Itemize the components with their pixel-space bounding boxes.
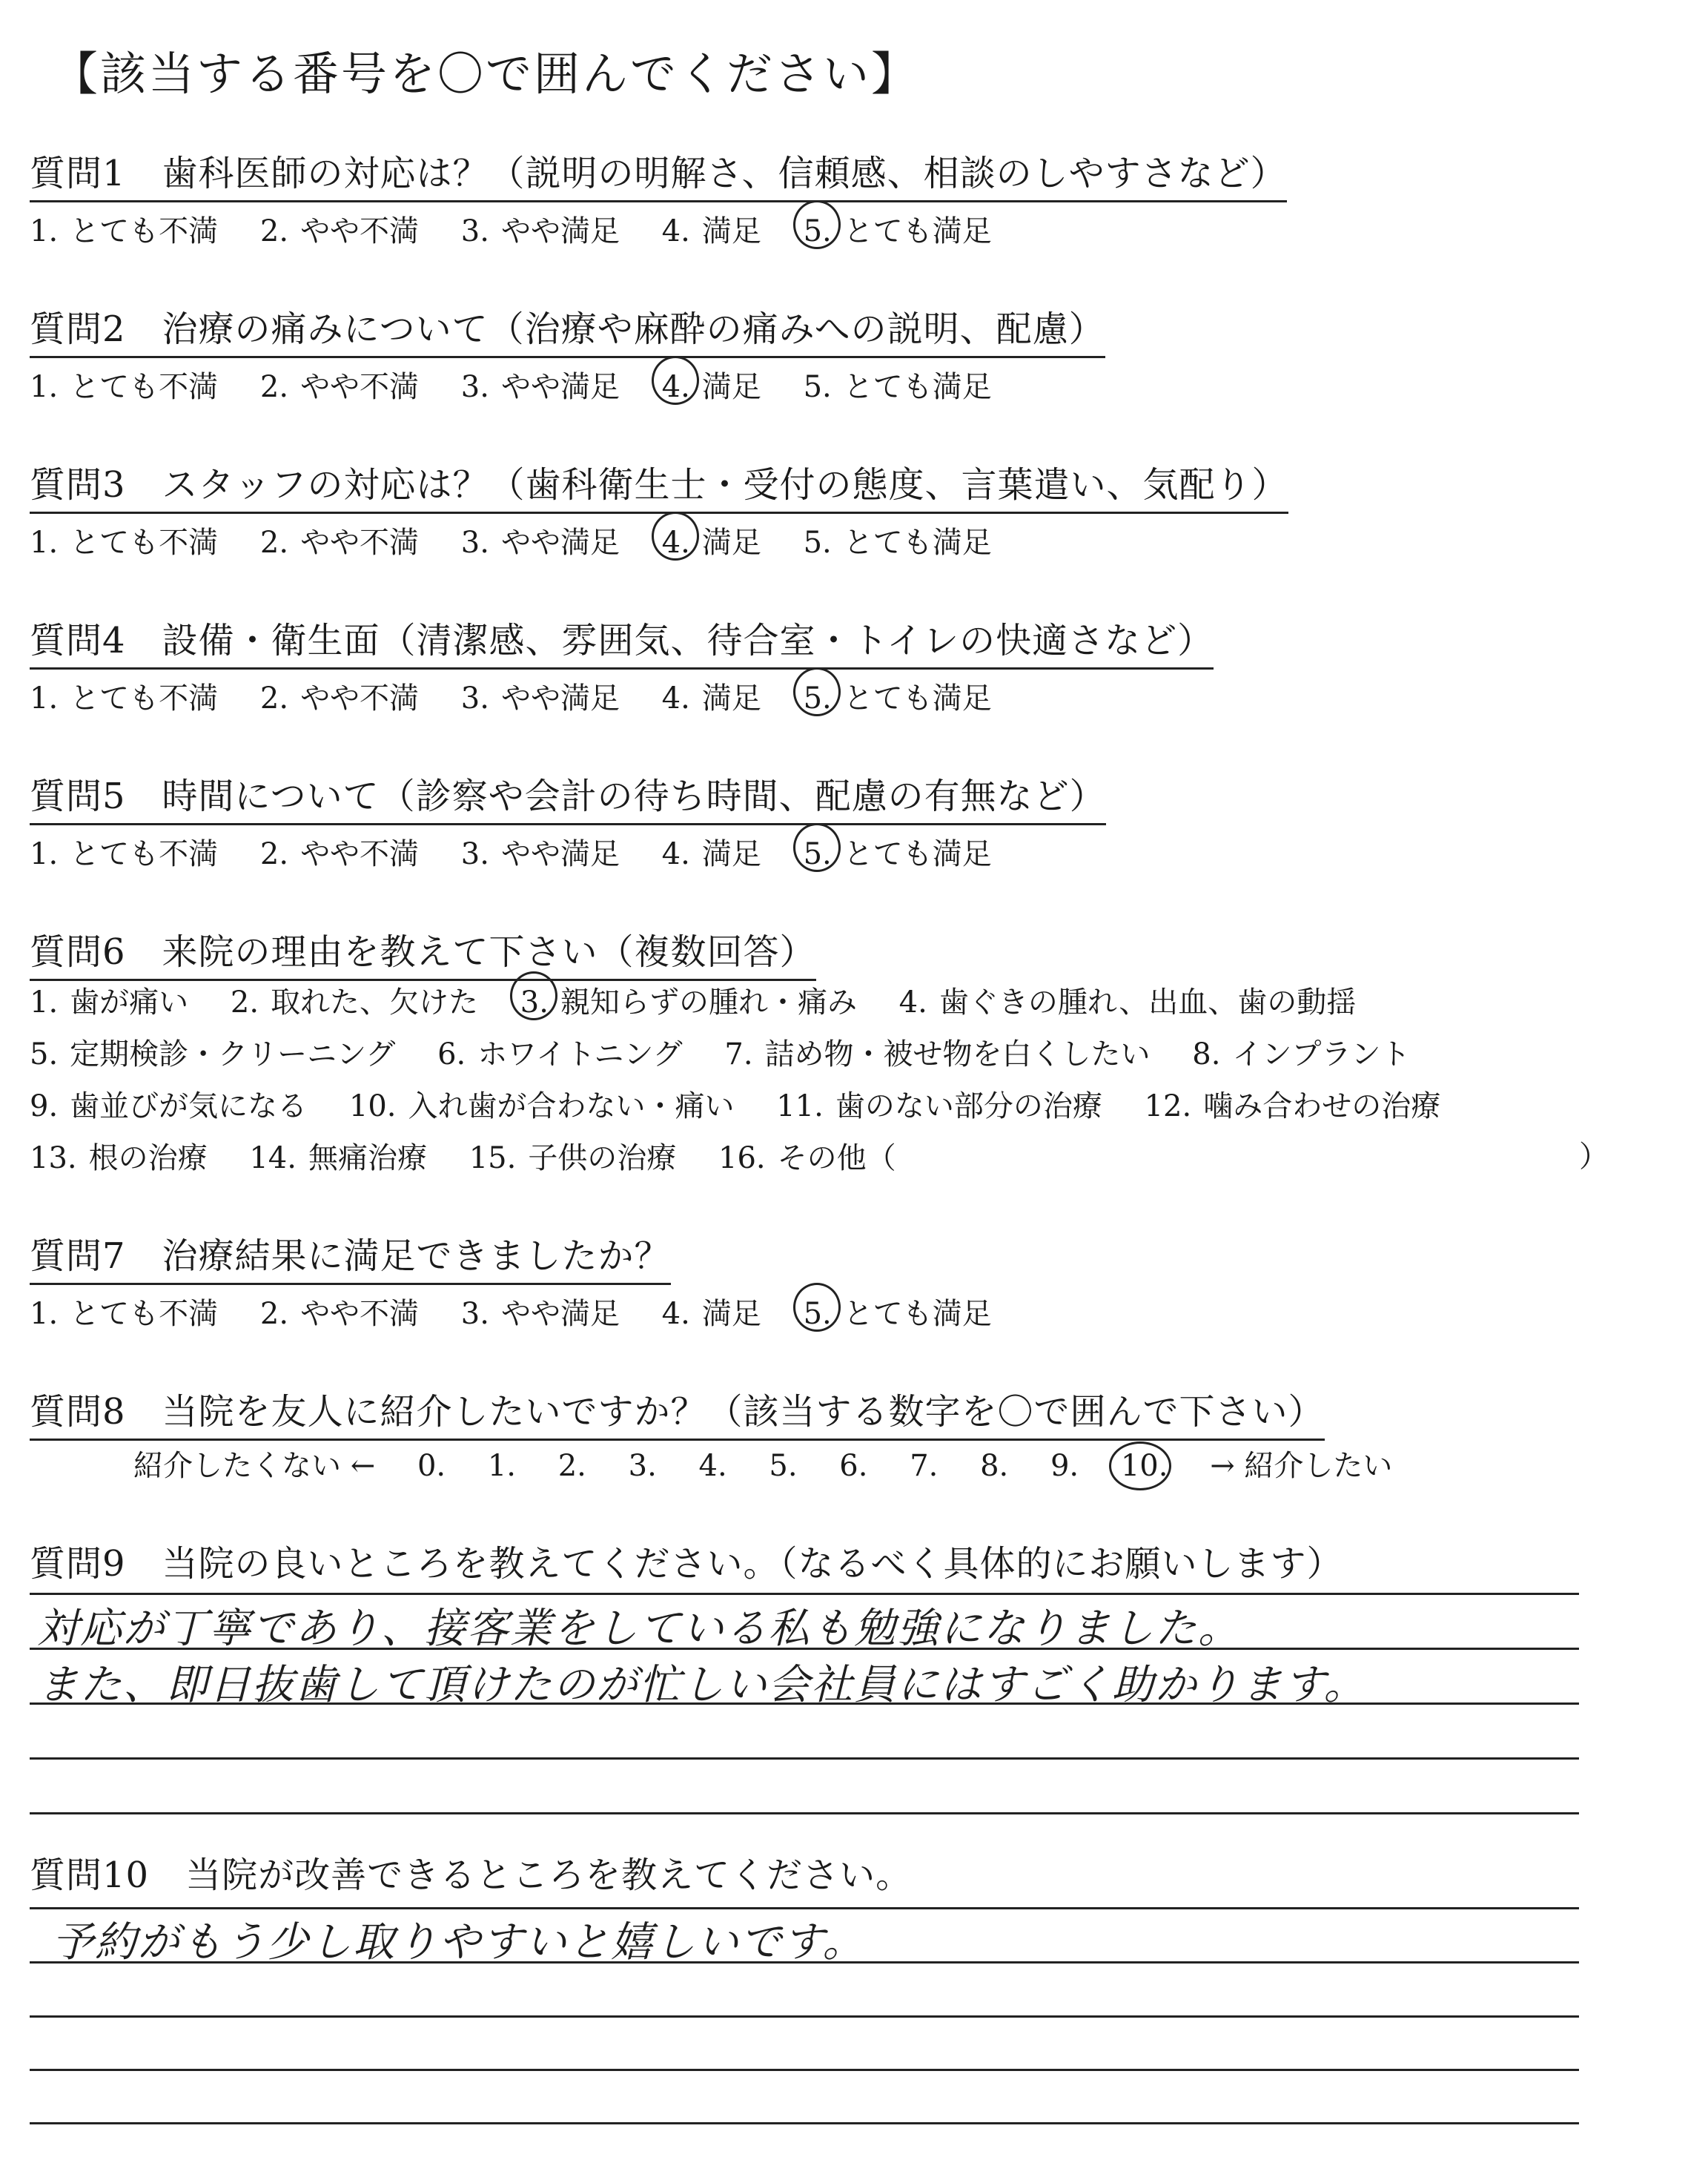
q3-option-4[interactable]: 4. 満足 [662, 519, 761, 561]
q6-option-3[interactable]: 3. 親知らずの腫れ・痛み [520, 979, 857, 1021]
q8-option-10[interactable]: 10. [1121, 1449, 1168, 1483]
q7-option-1[interactable]: 1. とても不満 [30, 1297, 219, 1331]
q1-option-5[interactable]: 5. とても満足 [804, 208, 992, 250]
question-7-title: 質問7 治療結果に満足できましたか？ [30, 1227, 671, 1285]
question-10-title: 質問10 当院が改善できるところを教えてください。 [30, 1855, 913, 1896]
answer-line [30, 2122, 1579, 2124]
selection-circle [652, 356, 699, 405]
q10-answer-line-1[interactable]: 予約がもう少し取りやすいと嬉しいです。 [52, 1918, 866, 1966]
q6-other-close-paren: ） [1579, 1140, 1609, 1174]
q8-option-8[interactable]: 8. [980, 1449, 1009, 1483]
question-1-title: 質問1 歯科医師の対応は？（説明の明解さ、信頼感、相談のしやすさなど） [30, 145, 1287, 202]
selection-circle [793, 1283, 841, 1332]
q6-option-9[interactable]: 9. 歯並びが気になる [30, 1089, 308, 1123]
q6-option-12[interactable]: 12. 噛み合わせの治療 [1144, 1089, 1441, 1123]
q5-option-4[interactable]: 4. 満足 [661, 837, 761, 871]
answer-line [30, 1702, 1579, 1705]
question-6-row-3 [30, 1083, 1473, 1125]
q2-option-4[interactable]: 4. 満足 [662, 363, 761, 406]
question-5-options [30, 830, 1025, 873]
q6-option-16[interactable]: 16. その他（ [718, 1141, 896, 1175]
question-6-row-4 [30, 1135, 929, 1177]
q1-option-4[interactable]: 4. 満足 [661, 214, 761, 248]
q2-option-5[interactable]: 5. とても満足 [803, 370, 992, 404]
q8-right-label: → 紹介したい [1210, 1449, 1393, 1483]
q2-option-3[interactable]: 3. やや満足 [460, 370, 620, 404]
q6-option-6[interactable]: 6. ホワイトニング [437, 1037, 683, 1071]
q4-option-4[interactable]: 4. 満足 [661, 681, 761, 716]
q8-option-3[interactable]: 3. [628, 1449, 657, 1483]
q4-option-1[interactable]: 1. とても不満 [30, 681, 219, 716]
question-2-title: 質問2 治療の痛みについて（治療や麻酔の痛みへの説明、配慮） [30, 300, 1105, 358]
q4-option-5[interactable]: 5. とても満足 [804, 675, 992, 717]
q9-answer-line-2[interactable]: また、即日抜歯して頂けたのが忙しい会社員にはすごく助かります。 [37, 1661, 1367, 1709]
q1-option-1[interactable]: 1. とても不満 [30, 214, 219, 248]
q6-option-7[interactable]: 7. 詰め物・被せ物を白くしたい [724, 1037, 1151, 1071]
q5-option-2[interactable]: 2. やや不満 [259, 837, 420, 871]
q6-option-13[interactable]: 13. 根の治療 [30, 1141, 208, 1175]
q5-option-3[interactable]: 3. やや満足 [460, 837, 620, 871]
answer-line [30, 1648, 1579, 1650]
q3-option-5[interactable]: 5. とても満足 [803, 526, 992, 560]
q8-option-4[interactable]: 4. [698, 1449, 727, 1483]
q6-option-2[interactable]: 2. 取れた、欠けた [230, 985, 479, 1020]
q7-option-5[interactable]: 5. とても満足 [804, 1290, 992, 1332]
q2-option-1[interactable]: 1. とても不満 [30, 370, 219, 404]
q6-option-5[interactable]: 5. 定期検診・クリーニング [30, 1037, 396, 1071]
question-5-title: 質問5 時間について（診察や会計の待ち時間、配慮の有無など） [30, 767, 1106, 825]
selection-circle [793, 667, 841, 716]
q8-option-7[interactable]: 7. [910, 1449, 939, 1483]
answer-line [30, 1757, 1579, 1760]
selection-circle [793, 200, 841, 249]
q7-option-2[interactable]: 2. やや不満 [259, 1297, 420, 1331]
q8-option-0[interactable]: 0. [417, 1449, 446, 1483]
selection-circle [793, 823, 841, 872]
answer-line [30, 1961, 1579, 1964]
question-6-title: 質問6 来院の理由を教えて下さい（複数回答） [30, 923, 816, 981]
q6-option-4[interactable]: 4. 歯ぐきの腫れ、出血、歯の動揺 [898, 985, 1357, 1020]
question-1-options [30, 208, 1025, 250]
q3-option-2[interactable]: 2. やや不満 [259, 526, 420, 560]
answer-line [30, 1593, 1579, 1595]
q3-option-3[interactable]: 3. やや満足 [460, 526, 620, 560]
q8-option-6[interactable]: 6. [839, 1449, 868, 1483]
question-4-options [30, 675, 1025, 717]
selection-circle [652, 512, 699, 561]
question-2-options [30, 363, 1025, 406]
q6-option-11[interactable]: 11. 歯のない部分の治療 [776, 1089, 1102, 1123]
q8-option-9[interactable]: 9. [1050, 1449, 1079, 1483]
selection-circle [1109, 1441, 1171, 1490]
selection-circle [510, 971, 557, 1020]
q1-option-2[interactable]: 2. やや不満 [259, 214, 420, 248]
q4-option-3[interactable]: 3. やや満足 [460, 681, 620, 716]
q2-option-2[interactable]: 2. やや不満 [259, 370, 420, 404]
q7-option-3[interactable]: 3. やや満足 [460, 1297, 620, 1331]
question-6-row-1 [30, 979, 1388, 1021]
q8-option-2[interactable]: 2. [557, 1449, 586, 1483]
q3-option-1[interactable]: 1. とても不満 [30, 526, 219, 560]
q4-option-2[interactable]: 2. やや不満 [259, 681, 420, 716]
q6-option-14[interactable]: 14. 無痛治療 [249, 1141, 427, 1175]
answer-line [30, 2015, 1579, 2018]
q5-option-5[interactable]: 5. とても満足 [804, 830, 992, 873]
question-8-scale [133, 1442, 1425, 1484]
q6-option-1[interactable]: 1. 歯が痛い [30, 985, 189, 1020]
question-9-title: 質問9 当院の良いところを教えてください。（なるべく具体的にお願いします） [30, 1543, 1343, 1585]
question-4-title: 質問4 設備・衛生面（清潔感、雰囲気、待合室・トイレの快適さなど） [30, 612, 1214, 670]
answer-line [30, 1812, 1579, 1814]
form-instruction: 【該当する番号を〇で囲んでください】 [52, 47, 920, 101]
q8-left-label: 紹介したくない ← [133, 1449, 376, 1483]
question-8-title: 質問8 当院を友人に紹介したいですか？（該当する数字を〇で囲んで下さい） [30, 1383, 1325, 1441]
question-6-row-2 [30, 1031, 1443, 1073]
q8-option-1[interactable]: 1. [487, 1449, 517, 1483]
question-7-options [30, 1290, 1025, 1332]
q8-option-5[interactable]: 5. [769, 1449, 798, 1483]
answer-line [30, 2069, 1579, 2071]
q6-option-8[interactable]: 8. インプラント [1192, 1037, 1411, 1071]
question-3-title: 質問3 スタッフの対応は？（歯科衛生士・受付の態度、言葉遣い、気配り） [30, 456, 1288, 514]
q1-option-3[interactable]: 3. やや満足 [460, 214, 620, 248]
q7-option-4[interactable]: 4. 満足 [661, 1297, 761, 1331]
q6-option-10[interactable]: 10. 入れ歯が合わない・痛い [348, 1089, 735, 1123]
q9-answer-line-1[interactable]: 対応が丁寧であり、接客業をしている私も勉強になりました。 [37, 1605, 1241, 1653]
q6-option-15[interactable]: 15. 子供の治療 [469, 1141, 677, 1175]
q5-option-1[interactable]: 1. とても不満 [30, 837, 219, 871]
question-3-options [30, 519, 1025, 561]
